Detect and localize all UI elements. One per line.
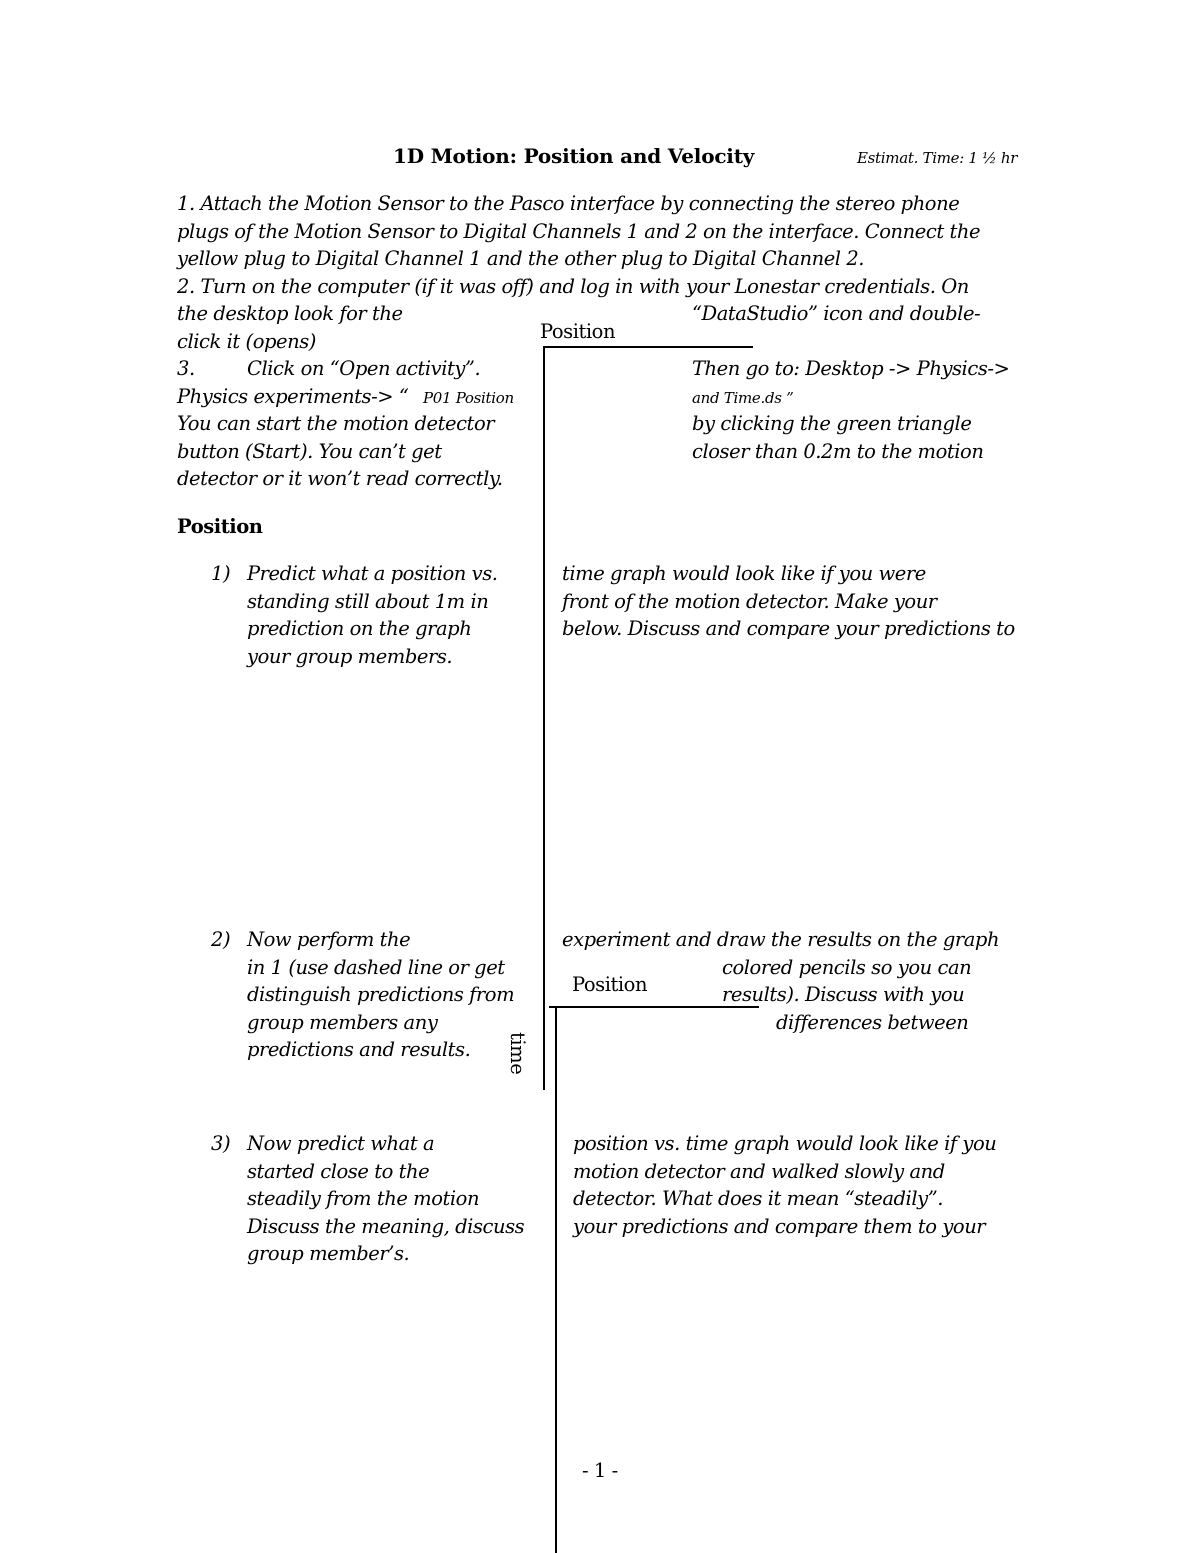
intro-line-7c: Then go to: Desktop -> Physics-> [692, 357, 1010, 380]
estimated-time: Estimat. Time: 1 ½ hr [857, 149, 1018, 167]
intro-line-7b: Click on “Open activity”. [247, 357, 481, 380]
q1-line-1a: Predict what a position vs. [247, 562, 498, 585]
q1-line-4: your group members. [247, 645, 453, 668]
intro-line-2: plugs of the Motion Sensor to Digital Channels 1 and 2 on the interface. Connect the [177, 220, 981, 243]
q3-number: 3) [211, 1132, 231, 1155]
graph2-position-axis [549, 1006, 759, 1008]
intro-line-9a: You can start the motion detector [177, 412, 495, 435]
section-heading: Position [177, 515, 263, 538]
q2-line-4b: differences between [776, 1011, 969, 1034]
q2-line-4a: group members any [247, 1011, 438, 1034]
document-title: 1D Motion: Position and Velocity [393, 144, 755, 168]
q3-line-3b: detector. What does it mean “steadily”. [573, 1187, 943, 1210]
q3-line-5: group member’s. [247, 1242, 410, 1265]
q1-number: 1) [211, 562, 231, 585]
intro-line-10b: closer than 0.2m to the motion [692, 440, 984, 463]
intro-line-10a: button (Start). You can’t get [177, 440, 442, 463]
q2-line-2a: in 1 (use dashed line or get [247, 956, 505, 979]
q3-line-1b: position vs. time graph would look like if you [573, 1132, 997, 1155]
q2-line-5: predictions and results. [247, 1038, 471, 1061]
q1-line-3b: below. Discuss and compare your predictions to [562, 617, 1015, 640]
q2-line-1a: Now perform the [247, 928, 411, 951]
intro-line-8a: Physics experiments-> “ [177, 385, 409, 408]
q3-line-1a: Now predict what a [247, 1132, 435, 1155]
intro-line-11: detector or it won’t read correctly. [177, 467, 503, 490]
intro-line-1: 1. Attach the Motion Sensor to the Pasco interface by connecting the stereo phone [177, 192, 960, 215]
graph1-time-axis [543, 346, 545, 1090]
intro-line-6: click it (opens) [177, 330, 316, 353]
intro-line-4: 2. Turn on the computer (if it was off) and log in with your Lonestar credentials. On [177, 275, 969, 298]
intro-line-9b: by clicking the green triangle [692, 412, 972, 435]
intro-line-5b: “DataStudio” icon and double- [692, 302, 981, 325]
q2-line-3b: results). Discuss with you [722, 983, 965, 1006]
intro-line-7a: 3. [177, 357, 195, 380]
page-number: - 1 - [582, 1459, 618, 1482]
q2-line-1b: experiment and draw the results on the graph [562, 928, 1000, 951]
q2-number: 2) [211, 928, 231, 951]
intro-line-3: yellow plug to Digital Channel 1 and the other plug to Digital Channel 2. [177, 247, 865, 270]
intro-line-8b: P01 Position [423, 389, 514, 407]
graph2-time-axis [555, 1006, 557, 1553]
q3-line-2a: started close to the [247, 1160, 430, 1183]
q1-line-3a: prediction on the graph [247, 617, 472, 640]
q3-line-2b: motion detector and walked slowly and [573, 1160, 945, 1183]
graph1-time-label: time [506, 1032, 529, 1075]
q1-line-2b: front of the motion detector. Make your [562, 590, 937, 613]
q3-line-4a: Discuss the meaning, discuss [247, 1215, 525, 1238]
q2-line-2b: colored pencils so you can [722, 956, 972, 979]
q3-line-3a: steadily from the motion [247, 1187, 480, 1210]
q1-line-2a: standing still about 1m in [247, 590, 489, 613]
intro-line-5a: the desktop look for the [177, 302, 403, 325]
graph2-position-label: Position [572, 973, 648, 996]
graph1-position-axis [543, 346, 753, 348]
q2-line-3a: distinguish predictions from [247, 983, 515, 1006]
graph1-position-label: Position [540, 320, 616, 343]
q1-line-1b: time graph would look like if you were [562, 562, 926, 585]
intro-line-8c: and Time.ds ” [692, 389, 794, 407]
q3-line-4b: your predictions and compare them to your [573, 1215, 986, 1238]
